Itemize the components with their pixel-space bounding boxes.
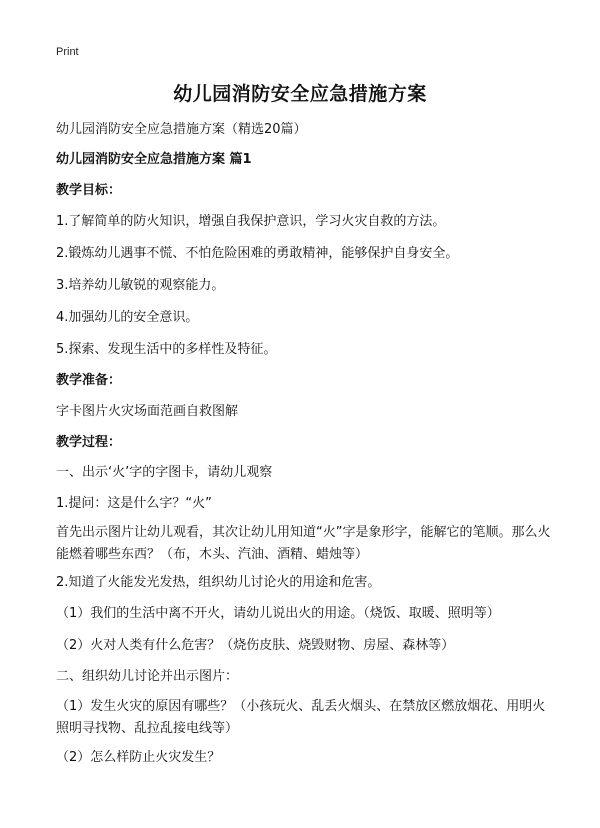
process-item: 1.提问：这是什么字？“火”	[56, 496, 212, 511]
process-paragraph: （1）发生火灾的原因有哪些？（小孩玩火、乱丢火烟头、在禁放区燃放烟花、用明火照明寻找物、乱拉乱接电线等）	[56, 699, 546, 736]
process-heading: 教学过程：	[56, 435, 122, 450]
document-subtitle: 幼儿园消防安全应急措施方案（精选20篇）	[56, 122, 307, 137]
process-item: （2）怎么样防止火灾发生？	[56, 750, 221, 765]
document-title: 幼儿园消防安全应急措施方案	[173, 83, 427, 105]
goal-item: 4.加强幼儿的安全意识。	[56, 310, 199, 325]
section-title: 幼儿园消防安全应急措施方案 篇1	[56, 152, 252, 167]
process-item: （2）火对人类有什么危害？（烧伤皮肤、烧毁财物、房屋、森林等）	[56, 638, 455, 653]
prep-text: 字卡图片火灾场面范画自救图解	[56, 404, 239, 419]
goal-item: 5.探索、发现生活中的多样性及特征。	[56, 342, 277, 357]
process-paragraph: 首先出示图片让幼儿观看，其次让幼儿用知道“火”字是象形字，能解它的笔顺。那么火能燃着哪些东西？（布，木头、汽油、酒精、蜡烛等）	[56, 525, 551, 562]
goal-item: 2.锻炼幼儿遇事不慌、不怕危险困难的勇敢精神，能够保护自身安全。	[56, 246, 459, 261]
process-item: 一、出示‘火’字的字图卡，请幼儿观察	[56, 465, 273, 480]
goal-item: 1.了解简单的防火知识，增强自我保护意识，学习火灾自救的方法。	[56, 214, 446, 229]
prep-heading: 教学准备：	[56, 373, 122, 388]
process-item: 二、组织幼儿讨论并出示图片：	[56, 669, 239, 684]
process-item: 2.知道了火能发光发热，组织幼儿讨论火的用途和危害。	[56, 575, 381, 590]
goals-heading: 教学目标：	[56, 183, 122, 198]
goal-item: 3.培养幼儿敏锐的观察能力。	[56, 278, 225, 293]
print-link[interactable]: Print	[56, 46, 79, 58]
process-item: （1）我们的生活中离不开火，请幼儿说出火的用途。（烧饭、取暖、照明等）	[56, 606, 500, 621]
